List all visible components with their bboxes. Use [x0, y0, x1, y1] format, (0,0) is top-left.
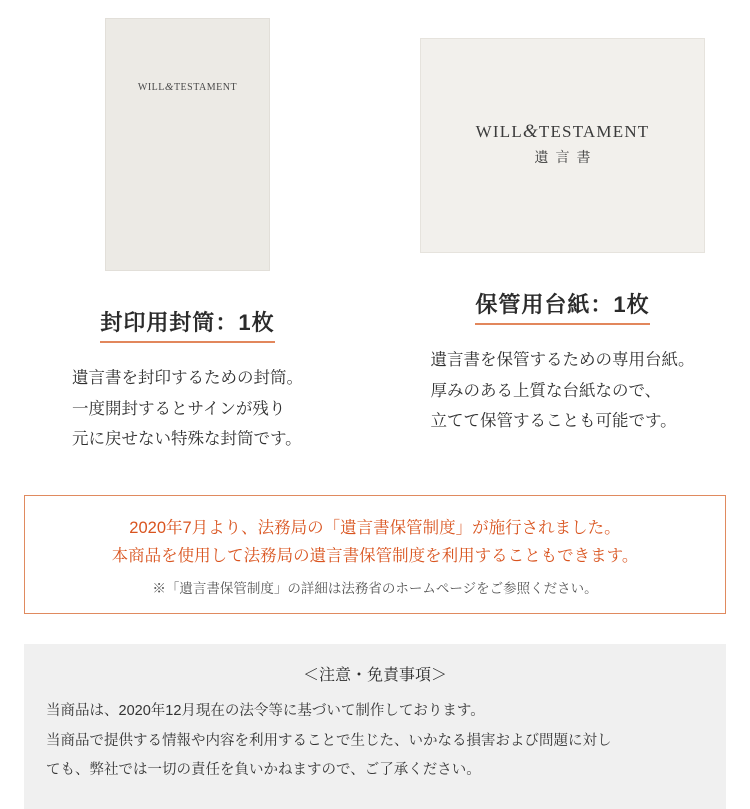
storage-board-product-image	[420, 38, 705, 253]
product-title-storage-board: 保管用台紙：1枚	[475, 288, 649, 325]
product-description-line: 立てて保管することも可能です。	[430, 412, 677, 431]
legal-notice-line-1: 2020年7月より、法務局の「遺言書保管制度」が施行されました。	[129, 518, 621, 537]
product-description-line: 元に戻せない特殊な封筒です。	[72, 430, 302, 449]
disclaimer-body	[46, 699, 704, 783]
legal-notice-box	[24, 495, 726, 615]
product-description-storage-board	[431, 345, 695, 437]
product-item-envelope	[0, 18, 375, 455]
disclaimer-line: 当商品は、2020年12月現在の法令等に基づいて制作しております。	[46, 703, 485, 720]
legal-notice-footnote: ※「遺言書保管制度」の詳細は法務省のホームページをご参照ください。	[152, 581, 598, 597]
envelope-wordmark-right: TESTAMENT	[173, 82, 238, 93]
disclaimer-line: ても、弊社では一切の責任を負いかねますので、ご了承ください。	[46, 762, 481, 779]
product-description-line: 遺言書を保管するための専用台紙。	[430, 351, 695, 369]
envelope-wordmark-amp: &	[164, 81, 174, 93]
disclaimer-box	[24, 644, 726, 809]
board-wordmark-left: WILL	[475, 122, 523, 141]
legal-notice-line-2: 本商品を使用して法務局の遺言書保管制度を利用することもできます。	[111, 547, 639, 566]
product-item-storage-board	[375, 18, 750, 455]
product-description-envelope	[72, 363, 303, 455]
product-title-envelope: 封印用封筒：1枚	[100, 306, 274, 343]
disclaimer-title: ＜注意・免責事項＞	[302, 667, 447, 685]
product-description-line: 一度開封するとサインが残り	[72, 399, 286, 418]
board-wordmark	[421, 121, 704, 143]
envelope-wordmark-left: WILL	[137, 82, 165, 93]
board-wordmark-amp: &	[522, 121, 539, 142]
board-wordmark-right: TESTAMENT	[538, 122, 650, 141]
disclaimer-line: 当商品で提供する情報や内容を利用することで生じた、いかなる損害および問題に対し	[46, 732, 612, 749]
board-wordmark-japanese: 遺言書	[534, 151, 598, 166]
product-description-line: 遺言書を封印するための封筒。	[72, 369, 303, 387]
product-description-line: 厚みのある上質な台紙なので、	[430, 381, 662, 400]
envelope-product-image	[105, 18, 270, 271]
envelope-wordmark	[106, 81, 269, 93]
